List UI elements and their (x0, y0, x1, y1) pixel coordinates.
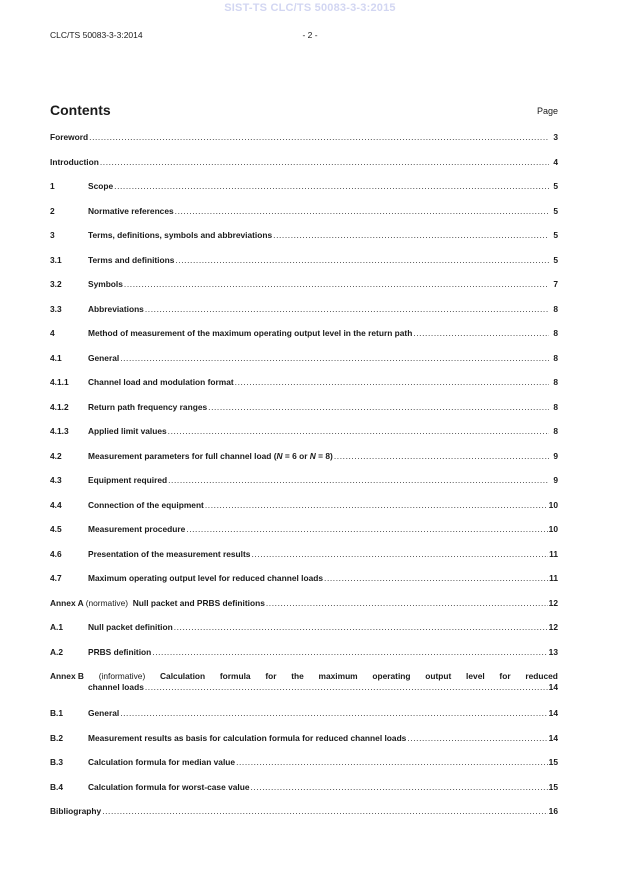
toc-entry-title: Calculation formula for worst-case value (88, 781, 250, 792)
leader-dots (120, 353, 549, 364)
leader-dots (89, 132, 549, 143)
toc-entry-page: 7 (553, 279, 558, 289)
toc-entry-title: Abbreviations (88, 303, 144, 314)
toc-entry-page: 3 (553, 132, 558, 142)
leader-dots (124, 279, 549, 290)
leader-dots (100, 157, 549, 168)
toc-entry-4-6[interactable] (50, 549, 558, 574)
toc-entry-page: 8 (553, 401, 558, 412)
leader-dots (273, 230, 549, 241)
toc-entry-page: 4 (553, 156, 558, 167)
watermark: SIST-TS CLC/TS 50083-3-3:2015 (224, 2, 396, 14)
toc-entry-number: A.1 (50, 622, 64, 632)
toc-entry-title: Terms and definitions (88, 254, 175, 265)
toc-entry-page: 13 (548, 646, 558, 657)
leader-dots (145, 682, 548, 693)
toc-entry-title: Measurement results as basis for calculation formula for reduced channel loads (88, 732, 407, 743)
leader-dots (168, 475, 549, 486)
toc-entry-page: 14 (548, 682, 558, 692)
leader-dots (145, 304, 549, 315)
leader-dots (175, 255, 549, 266)
toc-entry-number: B.3 (50, 757, 64, 767)
toc-entry-page: 11 (549, 548, 558, 559)
toc-entry-page: 8 (553, 328, 558, 338)
toc-entry-page: 10 (548, 524, 558, 534)
toc-entry-title-continued: channel loads (88, 682, 144, 692)
toc-entry-title: Scope (88, 181, 114, 191)
toc-entry-a-1[interactable] (50, 622, 558, 647)
leader-dots (168, 426, 549, 437)
leader-dots (236, 757, 548, 768)
toc-entry-page: 8 (553, 303, 558, 314)
toc-entry-page: 8 (553, 352, 558, 363)
toc-entry-number: 1 (50, 181, 55, 191)
toc-entry-page: 15 (548, 781, 558, 792)
toc-entry-4-3[interactable] (50, 475, 558, 500)
toc-entry-b-4[interactable] (50, 782, 558, 807)
leader-dots (251, 782, 548, 793)
toc-entry-page: 5 (553, 230, 558, 240)
toc-entry-4-1[interactable] (50, 353, 558, 378)
toc-entry-page: 5 (553, 181, 558, 191)
toc-entry-page: 8 (553, 377, 558, 387)
toc-entry-title: Measurement parameters for full channel load (N = 6 or N = 8) (88, 450, 333, 461)
toc-entry-number: 4.6 (50, 548, 62, 559)
document-id: CLC/TS 50083-3-3:2014 (50, 30, 143, 40)
toc-entry-number: A.2 (50, 646, 64, 657)
toc-entry-4[interactable] (50, 328, 558, 353)
toc-entry-title: Calculation formula for median value (88, 757, 236, 767)
toc-entry-title: Normative references (88, 205, 174, 216)
toc-entry-4-1-3[interactable] (50, 426, 558, 451)
toc-entry-foreword[interactable] (50, 132, 558, 157)
toc-entry-page: 5 (553, 254, 558, 265)
toc-entry-title: Introduction (50, 156, 99, 167)
leader-dots (324, 573, 548, 584)
toc-entry-number: 3 (50, 230, 55, 240)
toc-entry-number: 3.2 (50, 279, 62, 289)
toc-entry-page: 14 (548, 708, 558, 718)
toc-entry-number: 4.5 (50, 524, 62, 534)
toc-entry-number: 4.4 (50, 499, 62, 510)
toc-entry-3-2[interactable] (50, 279, 558, 304)
leader-dots (174, 622, 548, 633)
toc-entry-introduction[interactable] (50, 157, 558, 182)
toc-entry-title: Bibliography (50, 806, 102, 816)
toc-entry-page: 10 (548, 499, 558, 510)
toc-entry-title: Symbols (88, 279, 123, 289)
toc-entry-title: Channel load and modulation format (88, 377, 234, 387)
toc-entry-page: 15 (548, 757, 558, 767)
toc-entry-title: Annex A (normative) Null packet and PRBS definitions (50, 597, 265, 608)
toc-entry-number: 4 (50, 328, 55, 338)
toc-entry-title: Applied limit values (88, 426, 167, 436)
leader-dots (152, 647, 547, 658)
toc-entry-page: 16 (548, 806, 558, 816)
toc-entry-number: 4.1.3 (50, 426, 69, 436)
toc-entry-number: B.1 (50, 708, 64, 718)
toc-entry-4-2[interactable] (50, 451, 558, 476)
toc-entry-b-3[interactable] (50, 757, 558, 782)
toc-entry-page: 5 (553, 205, 558, 216)
toc-entry-b-1[interactable] (50, 708, 558, 733)
toc-entry-title: General (88, 708, 120, 718)
toc-entry-3-3[interactable] (50, 304, 558, 329)
page-number: - 2 - (302, 30, 318, 40)
toc-entry-a-2[interactable] (50, 647, 558, 672)
toc-entry-title: Equipment required (88, 475, 168, 485)
toc-entry-number: 4.1.2 (50, 401, 69, 412)
toc-entry-title: General (88, 352, 120, 363)
leader-dots (266, 598, 548, 609)
toc-entry-title: Measurement procedure (88, 524, 186, 534)
toc-entry-title: Foreword (50, 132, 89, 142)
toc-entry-number: 3.1 (50, 254, 62, 265)
leader-dots (175, 206, 549, 217)
toc-entry-number: 3.3 (50, 303, 62, 314)
leader-dots (102, 806, 547, 817)
toc-entry-title: Null packet definition (88, 622, 173, 632)
toc-entry-annex-a[interactable] (50, 598, 558, 623)
toc-entry-title: Maximum operating output level for reduced channel loads (88, 573, 324, 583)
leader-dots (407, 733, 547, 744)
toc-entry-number: B.4 (50, 781, 64, 792)
leader-dots (114, 181, 549, 192)
toc-entry-annex-b[interactable] (50, 671, 558, 708)
leader-dots (120, 708, 547, 719)
toc-entry-number: 4.1.1 (50, 377, 69, 387)
toc-entry-3[interactable] (50, 230, 558, 255)
toc-entry-title: Annex B (informative) Calculation formula for the maximum operating output level for reduced (50, 671, 558, 681)
toc-entry-page: 9 (553, 475, 558, 485)
contents-title: Contents (50, 102, 111, 118)
leader-dots (186, 524, 547, 535)
toc-entry-number: B.2 (50, 732, 64, 743)
toc-entry-number: 4.7 (50, 573, 62, 583)
toc-entry-number: 4.1 (50, 352, 62, 363)
toc-entry-page: 14 (548, 732, 558, 743)
toc-entry-1[interactable] (50, 181, 558, 206)
toc-entry-4-1-2[interactable] (50, 402, 558, 427)
toc-entry-4-7[interactable] (50, 573, 558, 598)
toc-entry-number: 4.3 (50, 475, 62, 485)
leader-dots (235, 377, 549, 388)
toc-entry-title: Return path frequency ranges (88, 401, 208, 412)
toc-entry-4-5[interactable] (50, 524, 558, 549)
leader-dots (251, 549, 548, 560)
toc-entry-page: 11 (549, 573, 558, 583)
toc-entry-title: Terms, definitions, symbols and abbreviations (88, 230, 273, 240)
toc-entry-title: Connection of the equipment (88, 499, 204, 510)
toc-entry-page: 8 (553, 426, 558, 436)
leader-dots (413, 328, 549, 339)
toc-entry-page: 12 (548, 622, 558, 632)
toc-entry-title: Method of measurement of the maximum operating output level in the return path (88, 328, 413, 338)
page-column-label: Page (536, 106, 558, 116)
toc-entry-title: PRBS definition (88, 646, 152, 657)
leader-dots (334, 451, 549, 462)
toc-entry-4-4[interactable] (50, 500, 558, 525)
toc-entry-3-1[interactable] (50, 255, 558, 280)
toc-entry-b-2[interactable] (50, 733, 558, 758)
toc-entry-page: 9 (553, 450, 558, 461)
leader-dots (205, 500, 548, 511)
leader-dots (208, 402, 549, 413)
toc-entry-number: 4.2 (50, 450, 62, 461)
toc-entry-4-1-1[interactable] (50, 377, 558, 402)
toc-entry-2[interactable] (50, 206, 558, 231)
toc-entry-title: Presentation of the measurement results (88, 548, 251, 559)
table-of-contents (50, 132, 558, 831)
toc-entry-number: 2 (50, 205, 55, 216)
toc-entry-bibliography[interactable] (50, 806, 558, 831)
toc-entry-page: 12 (548, 597, 558, 608)
